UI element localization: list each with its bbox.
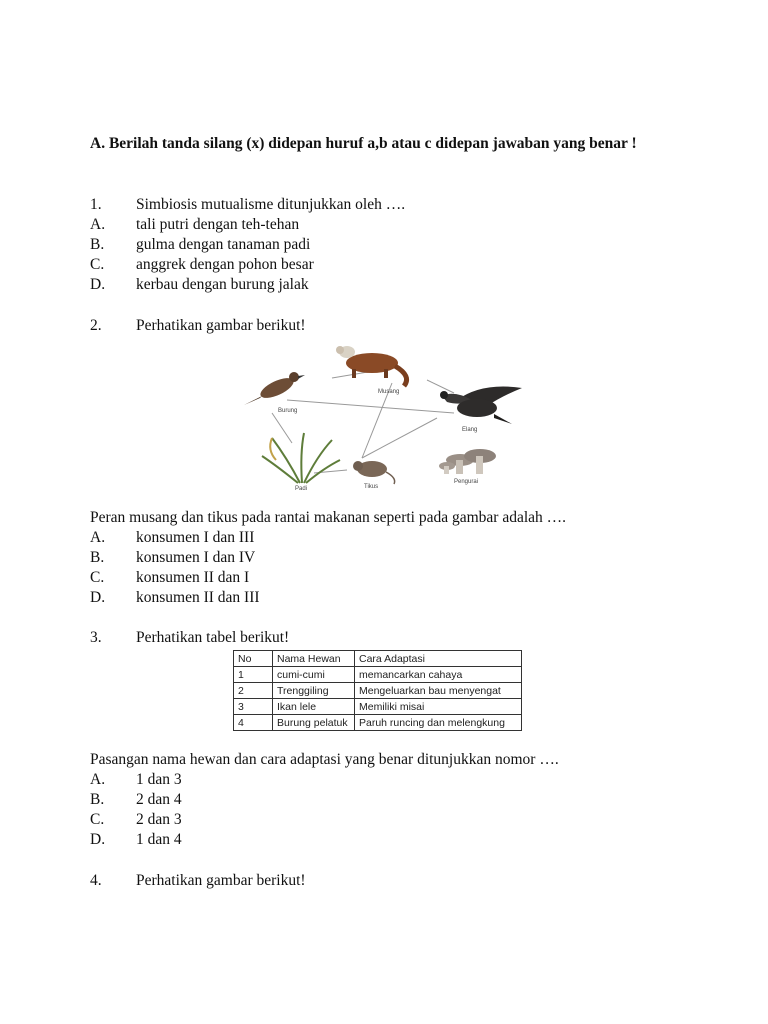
option-2c	[90, 568, 249, 588]
option-2d	[90, 588, 260, 608]
option-text: 2 dan 3	[136, 811, 182, 828]
label-pengurai: Pengurai	[454, 479, 479, 485]
option-3a	[90, 770, 182, 790]
option-text: konsumen II dan I	[136, 569, 250, 586]
question-2-text: Peran musang dan tikus pada rantai makanan seperti pada gambar adalah ….	[90, 509, 567, 526]
option-3b	[90, 790, 182, 810]
option-text: gulma dengan tanaman padi	[136, 236, 311, 253]
question-4	[90, 871, 306, 891]
option-2a	[90, 528, 254, 548]
option-letter: C.	[90, 569, 105, 586]
option-1a	[90, 215, 299, 235]
table-cell: Paruh runcing dan melengkung	[355, 715, 522, 731]
bird-icon	[244, 372, 305, 405]
option-letter: D.	[90, 831, 106, 848]
option-letter: C.	[90, 256, 105, 273]
table-cell: memancarkan cahaya	[355, 667, 522, 683]
option-letter: B.	[90, 236, 105, 253]
rat-icon	[353, 461, 395, 484]
option-2b	[90, 548, 255, 568]
question-number: 1.	[90, 196, 102, 213]
question-prompt: Simbiosis mutualisme ditunjukkan oleh ….	[136, 196, 406, 213]
weasel-icon	[336, 346, 407, 386]
option-3d	[90, 830, 182, 850]
table-cell: 3	[234, 699, 273, 715]
label-musang: Musang	[378, 389, 400, 395]
question-number: 4.	[90, 872, 102, 889]
table-header-row	[234, 651, 522, 667]
table-cell: 2	[234, 683, 273, 699]
table-row	[234, 683, 522, 699]
option-1c	[90, 255, 314, 275]
option-3c	[90, 810, 182, 830]
section-heading: A. Berilah tanda silang (x) didepan huruf a,b atau c didepan jawaban yang benar !	[90, 135, 637, 152]
header-cell: Nama Hewan	[273, 651, 355, 667]
question-3	[90, 628, 289, 648]
option-letter: C.	[90, 811, 105, 828]
table-cell: Ikan lele	[273, 699, 355, 715]
adaptation-table	[233, 650, 522, 731]
option-text: konsumen II dan III	[136, 589, 260, 606]
table-cell: Mengeluarkan bau menyengat	[355, 683, 522, 699]
label-elang: Elang	[462, 427, 478, 433]
question-2	[90, 316, 306, 336]
label-tikus: Tikus	[364, 484, 379, 490]
option-text: 2 dan 4	[136, 791, 182, 808]
table-row	[234, 715, 522, 731]
table-cell: Memiliki misai	[355, 699, 522, 715]
table-cell: Burung pelatuk	[273, 715, 355, 731]
rice-plant-icon	[262, 433, 340, 483]
question-3-text: Pasangan nama hewan dan cara adaptasi yang benar ditunjukkan nomor ….	[90, 751, 559, 768]
option-letter: A.	[90, 771, 106, 788]
option-1d	[90, 275, 309, 295]
option-text: konsumen I dan IV	[136, 549, 256, 566]
option-text: kerbau dengan burung jalak	[136, 276, 309, 293]
option-letter: B.	[90, 791, 105, 808]
option-letter: A.	[90, 529, 106, 546]
table-row	[234, 667, 522, 683]
option-text: anggrek dengan pohon besar	[136, 256, 314, 273]
option-letter: D.	[90, 589, 106, 606]
mushroom-icon	[439, 449, 496, 474]
table-row	[234, 699, 522, 715]
food-web-figure	[232, 338, 537, 493]
table-cell: 1	[234, 667, 273, 683]
food-web-diagram	[232, 338, 537, 493]
question-1	[90, 195, 405, 215]
option-letter: B.	[90, 549, 105, 566]
question-prompt: Perhatikan tabel berikut!	[136, 629, 290, 646]
question-prompt: Perhatikan gambar berikut!	[136, 317, 306, 334]
question-number: 2.	[90, 317, 102, 334]
label-burung: Burung	[278, 408, 298, 414]
adaptation-table-figure	[233, 650, 522, 731]
table-cell: 4	[234, 715, 273, 731]
option-text: tali putri dengan teh-tehan	[136, 216, 300, 233]
header-cell: No	[234, 651, 273, 667]
table-cell: Trenggiling	[273, 683, 355, 699]
table-cell: cumi-cumi	[273, 667, 355, 683]
question-number: 3.	[90, 629, 102, 646]
option-text: 1 dan 3	[136, 771, 182, 788]
option-letter: D.	[90, 276, 106, 293]
label-padi: Padi	[295, 486, 308, 492]
option-1b	[90, 235, 310, 255]
option-text: 1 dan 4	[136, 831, 182, 848]
question-prompt: Perhatikan gambar berikut!	[136, 872, 306, 889]
option-letter: A.	[90, 216, 106, 233]
option-text: konsumen I dan III	[136, 529, 255, 546]
header-cell: Cara Adaptasi	[355, 651, 522, 667]
